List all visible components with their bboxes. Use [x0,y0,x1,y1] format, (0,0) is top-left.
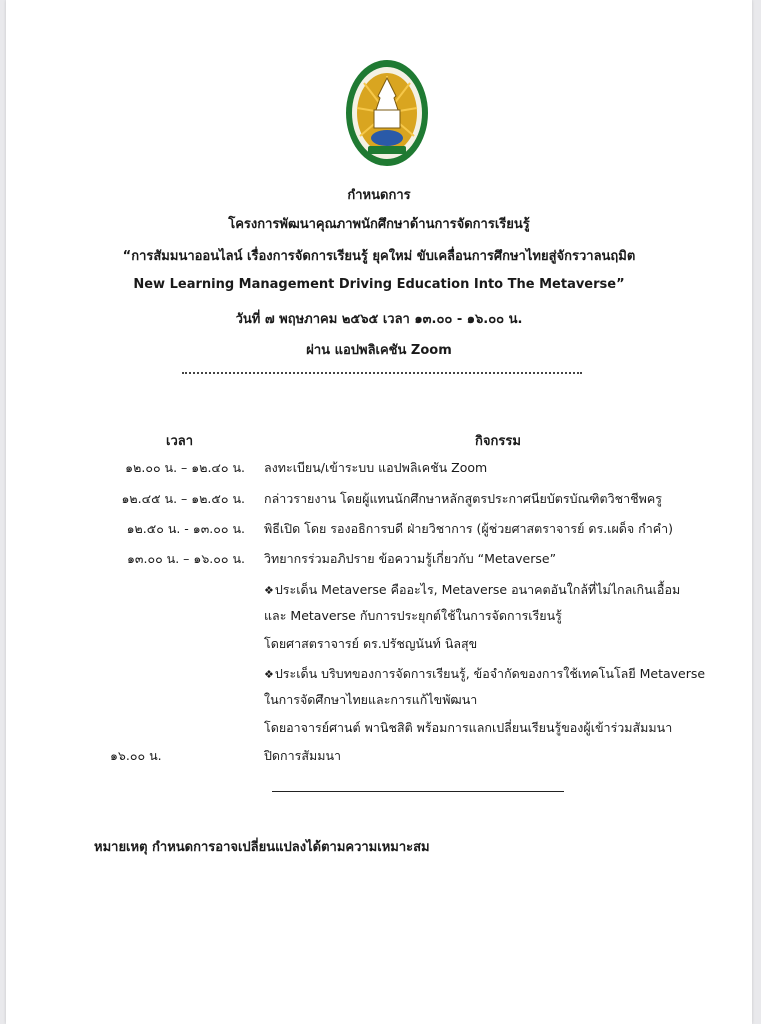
seminar-title-english: New Learning Management Driving Education Into The Metaverse” [133,277,625,292]
schedule-time-1: ๑๒.๐๐ น. – ๑๒.๔๐ น. [125,460,245,475]
topic-1-line-2: และ Metaverse กับการประยุกต์ใช้ในการจัดการเรียนรู้ [264,608,562,623]
schedule-activity-closing: ปิดการสัมมนา [264,748,342,763]
schedule-time-4: ๑๓.๐๐ น. – ๑๖.๐๐ น. [127,551,245,566]
schedule-title: กำหนดการ [347,188,411,203]
schedule-activity-1: ลงทะเบียน/เข้าระบบ แอปพลิเคชัน Zoom [264,460,488,475]
topic-2-line-1: ❖ประเด็น บริบทของการจัดการเรียนรู้, ข้อจำกัดของการใช้เทคโนโลยี Metaverse [264,666,706,681]
schedule-time-3: ๑๒.๕๐ น. - ๑๓.๐๐ น. [126,521,245,536]
schedule-activity-2: กล่าวรายงาน โดยผู้แทนนักศึกษาหลักสูตรประกาศนียบัตรบัณฑิตวิชาชีพครู [264,491,662,506]
topic-2-line-2: ในการจัดศึกษาไทยและการแก้ไขพัฒนา [264,692,478,707]
schedule-time-closing: ๑๖.๐๐ น. [110,748,162,763]
speaker-1: โดยศาสตราจารย์ ดร.ปรัชญนันท์ นิลสุข [264,636,478,651]
event-platform: ผ่าน แอปพลิเคชัน Zoom [306,343,452,358]
end-rule [272,791,564,792]
diamond-bullet-icon: ❖ [264,584,274,597]
event-date-time: วันที่ ๗ พฤษภาคม ๒๕๖๕ เวลา ๑๓.๐๐ - ๑๖.๐๐ น. [235,312,523,327]
column-header-time: เวลา [166,434,194,449]
document-page [6,0,752,1024]
project-name: โครงการพัฒนาคุณภาพนักศึกษาด้านการจัดการเรียนรู้ [228,217,530,232]
topic-1-line-1: ❖ประเด็น Metaverse คืออะไร, Metaverse อนาคตอันใกล้ที่ไม่ไกลเกินเอื้อม [264,582,681,597]
schedule-time-2: ๑๒.๔๕ น. – ๑๒.๕๐ น. [121,491,245,506]
diamond-bullet-icon: ❖ [264,668,274,681]
seminar-title-thai: “การสัมมนาออนไลน์ เรื่องการจัดการเรียนรู้ ยุคใหม่ ขับเคลื่อนการศึกษาไทยสู่จักรวาลนฤมิต [122,249,636,264]
speaker-2: โดยอาจารย์ศานต์ พานิชสิติ พร้อมการแลกเปลี่ยนเรียนรู้ของผู้เข้าร่วมสัมมนา [264,720,673,735]
dotted-divider [182,372,582,374]
column-header-activity: กิจกรรม [475,434,521,449]
schedule-activity-4: วิทยากรร่วมอภิปราย ข้อความรู้เกี่ยวกับ “Metaverse” [264,551,557,566]
schedule-activity-3: พิธีเปิด โดย รองอธิการบดี ฝ่ายวิชาการ (ผู้ช่วยศาสตราจารย์ ดร.เผด็จ กำคำ) [264,521,674,536]
footnote: หมายเหตุ กำหนดการอาจเปลี่ยนแปลงได้ตามความเหมาะสม [94,840,430,855]
university-emblem-icon [344,58,430,170]
